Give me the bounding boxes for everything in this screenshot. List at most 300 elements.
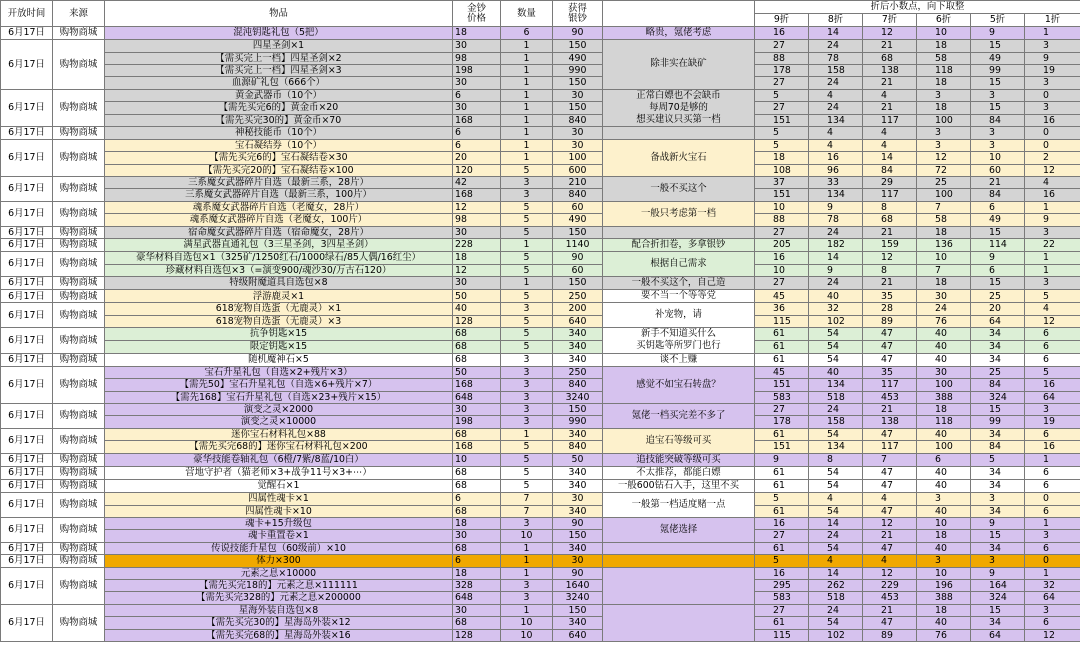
discount-cell: 21 [863, 102, 917, 115]
source-cell: 购物商城 [53, 238, 105, 251]
discount-cell: 68 [863, 214, 917, 226]
item-cell: 抗争钥匙×15 [105, 328, 453, 341]
discount-cell: 89 [863, 629, 917, 641]
table-row [1, 366, 1080, 378]
qty-cell: 1 [501, 40, 553, 52]
date-cell: 6月17日 [1, 555, 53, 567]
table-row [1, 604, 1080, 616]
discount-cell: 583 [755, 391, 809, 403]
price-cell: 30 [453, 226, 501, 238]
price-cell: 30 [453, 604, 501, 616]
silver-cell: 250 [553, 366, 603, 378]
header-silver: 获得 银钞 [553, 1, 603, 27]
discount-cell: 164 [971, 579, 1025, 591]
header-discount: 7折 [863, 14, 917, 27]
discount-cell: 84 [863, 164, 917, 176]
discount-cell: 102 [809, 629, 863, 641]
discount-cell: 324 [971, 592, 1025, 604]
discount-cell: 453 [863, 592, 917, 604]
discount-cell: 3 [1025, 404, 1080, 416]
discount-cell: 3 [971, 493, 1025, 505]
item-cell: 宝石凝结券（10个） [105, 139, 453, 151]
item-cell: 三系魔女武器碎片自选（最新三系，28片） [105, 177, 453, 189]
discount-cell: 115 [755, 315, 809, 327]
price-cell: 68 [453, 480, 501, 493]
discount-cell: 88 [755, 52, 809, 64]
discount-cell: 9 [809, 201, 863, 213]
qty-cell: 5 [501, 264, 553, 276]
qty-cell: 3 [501, 592, 553, 604]
note-cell: 备战新火宝石 [603, 139, 755, 176]
note-cell: 一般600钻石入手，这里不买 [603, 480, 755, 493]
silver-cell: 340 [553, 328, 603, 341]
discount-cell: 54 [809, 505, 863, 517]
qty-cell: 5 [501, 290, 553, 303]
discount-cell: 8 [863, 201, 917, 213]
discount-cell: 7 [917, 264, 971, 276]
discount-cell: 4 [1025, 303, 1080, 315]
discount-cell: 24 [809, 77, 863, 89]
discount-cell: 6 [1025, 542, 1080, 554]
discount-cell: 76 [917, 315, 971, 327]
discount-cell: 7 [917, 201, 971, 213]
table-row [1, 480, 1080, 493]
note-cell [603, 226, 755, 238]
discount-cell: 16 [809, 152, 863, 164]
item-cell: 四属性魂卡×1 [105, 493, 453, 505]
discount-cell: 9 [1025, 214, 1080, 226]
discount-cell: 12 [1025, 315, 1080, 327]
date-cell: 6月17日 [1, 366, 53, 403]
discount-cell: 60 [971, 164, 1025, 176]
discount-cell: 3 [971, 89, 1025, 102]
discount-cell: 1 [1025, 567, 1080, 579]
table-row [1, 379, 1080, 391]
table-row [1, 441, 1080, 453]
qty-cell: 3 [501, 518, 553, 530]
note-cell: 正常白嫖也不会缺币 每周70是够的 想买建议只买第一档 [603, 89, 755, 127]
discount-cell: 21 [863, 40, 917, 52]
source-cell: 购物商城 [53, 303, 105, 328]
table-row [1, 152, 1080, 164]
price-cell: 12 [453, 264, 501, 276]
silver-cell: 150 [553, 404, 603, 416]
table-row [1, 164, 1080, 176]
header-discount: 9折 [755, 14, 809, 27]
discount-cell: 61 [755, 617, 809, 629]
qty-cell: 5 [501, 453, 553, 466]
discount-cell: 3 [1025, 276, 1080, 289]
header-source: 来源 [53, 1, 105, 27]
source-cell: 购物商城 [53, 252, 105, 277]
discount-cell: 2 [1025, 152, 1080, 164]
discount-cell: 178 [755, 416, 809, 428]
silver-cell: 30 [553, 127, 603, 139]
qty-cell: 10 [501, 530, 553, 542]
silver-cell: 30 [553, 555, 603, 567]
qty-cell: 1 [501, 114, 553, 127]
note-cell: 补宠物，请 [603, 303, 755, 328]
discount-cell: 27 [755, 404, 809, 416]
discount-cell: 21 [863, 226, 917, 238]
discount-cell: 54 [809, 340, 863, 353]
discount-cell: 32 [1025, 579, 1080, 591]
item-cell: 宝石升星礼包（自选×2+残片×3） [105, 366, 453, 378]
discount-cell: 34 [971, 617, 1025, 629]
discount-cell: 1 [1025, 518, 1080, 530]
qty-cell: 6 [501, 27, 553, 40]
price-cell: 128 [453, 315, 501, 327]
date-cell: 6月17日 [1, 480, 53, 493]
discount-cell: 6 [1025, 466, 1080, 479]
qty-cell: 3 [501, 404, 553, 416]
date-cell: 6月17日 [1, 604, 53, 641]
note-cell [603, 127, 755, 139]
item-cell: 魂系魔女武器碎片自选（老魔女，100片） [105, 214, 453, 226]
silver-cell: 200 [553, 303, 603, 315]
discount-cell: 16 [755, 518, 809, 530]
discount-cell: 16 [1025, 379, 1080, 391]
discount-cell: 40 [917, 340, 971, 353]
discount-cell: 18 [917, 404, 971, 416]
silver-cell: 640 [553, 315, 603, 327]
discount-cell: 12 [863, 518, 917, 530]
discount-cell: 118 [917, 65, 971, 77]
price-cell: 42 [453, 177, 501, 189]
discount-cell: 24 [809, 226, 863, 238]
discount-cell: 4 [809, 127, 863, 139]
discount-cell: 84 [971, 441, 1025, 453]
discount-cell: 453 [863, 391, 917, 403]
discount-cell: 134 [809, 379, 863, 391]
discount-cell: 16 [755, 252, 809, 264]
silver-cell: 840 [553, 441, 603, 453]
item-cell: 满星武器直通礼包（3三星圣剑，3四星圣剑） [105, 238, 453, 251]
silver-cell: 90 [553, 27, 603, 40]
discount-cell: 136 [917, 238, 971, 251]
item-cell: 宿命魔女武器碎片自选（宿命魔女，28片） [105, 226, 453, 238]
discount-cell: 27 [755, 102, 809, 115]
discount-cell: 10 [917, 567, 971, 579]
item-cell: 随机魔神石×5 [105, 353, 453, 366]
item-cell: 【需先买完20的】宝石凝结卷×100 [105, 164, 453, 176]
qty-cell: 3 [501, 189, 553, 201]
discount-cell: 14 [809, 518, 863, 530]
discount-cell: 9 [971, 27, 1025, 40]
table-row [1, 127, 1080, 139]
discount-cell: 10 [917, 252, 971, 264]
discount-cell: 8 [809, 453, 863, 466]
discount-cell: 40 [917, 328, 971, 341]
discount-cell: 36 [755, 303, 809, 315]
qty-cell: 1 [501, 102, 553, 115]
discount-cell: 9 [971, 567, 1025, 579]
discount-cell: 35 [863, 366, 917, 378]
discount-cell: 99 [971, 416, 1025, 428]
price-cell: 328 [453, 579, 501, 591]
silver-cell: 340 [553, 428, 603, 440]
note-cell [603, 555, 755, 567]
discount-cell: 14 [809, 567, 863, 579]
price-cell: 18 [453, 567, 501, 579]
date-cell: 6月17日 [1, 428, 53, 453]
qty-cell: 5 [501, 252, 553, 264]
discount-cell: 9 [971, 252, 1025, 264]
note-cell: 追技能突破等级可买 [603, 453, 755, 466]
table-row [1, 629, 1080, 641]
qty-cell: 1 [501, 276, 553, 289]
discount-cell: 3 [917, 493, 971, 505]
discount-cell: 58 [917, 52, 971, 64]
note-cell: 配合折扣卷，多拿银钞 [603, 238, 755, 251]
silver-cell: 150 [553, 530, 603, 542]
price-cell: 20 [453, 152, 501, 164]
note-cell: 氪佬一档买完差不多了 [603, 404, 755, 429]
silver-cell: 340 [553, 505, 603, 517]
discount-cell: 5 [755, 555, 809, 567]
qty-cell: 3 [501, 579, 553, 591]
discount-cell: 196 [917, 579, 971, 591]
discount-cell: 4 [809, 493, 863, 505]
discount-cell: 138 [863, 416, 917, 428]
discount-cell: 24 [809, 604, 863, 616]
source-cell: 购物商城 [53, 290, 105, 303]
discount-cell: 49 [971, 214, 1025, 226]
discount-cell: 34 [971, 353, 1025, 366]
discount-cell: 5 [1025, 290, 1080, 303]
discount-cell: 25 [971, 290, 1025, 303]
source-cell: 购物商城 [53, 226, 105, 238]
discount-cell: 3 [917, 89, 971, 102]
table-row [1, 340, 1080, 353]
table-row [1, 416, 1080, 428]
discount-cell: 61 [755, 328, 809, 341]
discount-cell: 54 [809, 466, 863, 479]
note-cell: 不太推荐，都能白嫖 [603, 466, 755, 479]
discount-cell: 12 [917, 152, 971, 164]
discount-cell: 1 [1025, 252, 1080, 264]
qty-cell: 7 [501, 493, 553, 505]
discount-cell: 4 [863, 127, 917, 139]
date-cell: 6月17日 [1, 89, 53, 127]
discount-cell: 18 [917, 276, 971, 289]
qty-cell: 1 [501, 65, 553, 77]
source-cell: 购物商城 [53, 328, 105, 353]
price-cell: 128 [453, 629, 501, 641]
price-cell: 6 [453, 555, 501, 567]
discount-cell: 12 [863, 252, 917, 264]
qty-cell: 7 [501, 505, 553, 517]
discount-cell: 34 [971, 428, 1025, 440]
price-cell: 30 [453, 276, 501, 289]
discount-cell: 12 [1025, 629, 1080, 641]
qty-cell: 5 [501, 340, 553, 353]
discount-cell: 262 [809, 579, 863, 591]
discount-cell: 78 [809, 52, 863, 64]
item-cell: 迷你宝石材料礼包×88 [105, 428, 453, 440]
silver-cell: 490 [553, 52, 603, 64]
discount-cell: 16 [1025, 441, 1080, 453]
silver-cell: 210 [553, 177, 603, 189]
qty-cell: 3 [501, 416, 553, 428]
silver-cell: 340 [553, 340, 603, 353]
table-row [1, 264, 1080, 276]
discount-cell: 12 [863, 567, 917, 579]
qty-cell: 10 [501, 629, 553, 641]
source-cell: 购物商城 [53, 518, 105, 543]
discount-cell: 3 [917, 555, 971, 567]
discount-cell: 14 [809, 27, 863, 40]
discount-cell: 88 [755, 214, 809, 226]
discount-cell: 27 [755, 226, 809, 238]
discount-cell: 18 [917, 604, 971, 616]
source-cell: 购物商城 [53, 453, 105, 466]
price-cell: 50 [453, 290, 501, 303]
qty-cell: 5 [501, 214, 553, 226]
date-cell: 6月17日 [1, 226, 53, 238]
silver-cell: 250 [553, 290, 603, 303]
qty-cell: 5 [501, 315, 553, 327]
discount-cell: 40 [917, 466, 971, 479]
note-cell: 感觉不如宝石转盘？ [603, 366, 755, 403]
item-cell: 【需先买完68的】迷你宝石材料礼包×200 [105, 441, 453, 453]
price-cell: 198 [453, 65, 501, 77]
discount-cell: 18 [917, 40, 971, 52]
discount-cell: 61 [755, 466, 809, 479]
date-cell: 6月17日 [1, 453, 53, 466]
discount-cell: 100 [917, 189, 971, 201]
price-cell: 6 [453, 493, 501, 505]
item-cell: 演变之灵×10000 [105, 416, 453, 428]
discount-cell: 10 [755, 201, 809, 213]
note-cell: 氪佬选择 [603, 518, 755, 543]
table-row [1, 226, 1080, 238]
table-row [1, 592, 1080, 604]
qty-cell: 10 [501, 617, 553, 629]
discount-cell: 15 [971, 40, 1025, 52]
silver-cell: 990 [553, 416, 603, 428]
qty-cell: 1 [501, 238, 553, 251]
silver-cell: 600 [553, 164, 603, 176]
item-cell: 【需买完上一档】四星圣剑×2 [105, 52, 453, 64]
discount-cell: 4 [809, 89, 863, 102]
discount-cell: 25 [971, 366, 1025, 378]
note-cell: 一般第一档适度赌一点 [603, 493, 755, 518]
silver-cell: 150 [553, 604, 603, 616]
discount-cell: 40 [917, 353, 971, 366]
silver-cell: 150 [553, 40, 603, 52]
item-cell: 三系魔女武器碎片自选（最新三系，100片） [105, 189, 453, 201]
price-cell: 98 [453, 52, 501, 64]
qty-cell: 3 [501, 303, 553, 315]
table-row [1, 290, 1080, 303]
price-cell: 30 [453, 77, 501, 89]
discount-cell: 229 [863, 579, 917, 591]
silver-cell: 150 [553, 77, 603, 89]
discount-cell: 583 [755, 592, 809, 604]
header-note [603, 1, 755, 27]
item-cell: 限定钥匙×15 [105, 340, 453, 353]
price-cell: 98 [453, 214, 501, 226]
discount-cell: 21 [971, 177, 1025, 189]
discount-cell: 34 [971, 466, 1025, 479]
discount-cell: 61 [755, 353, 809, 366]
discount-cell: 6 [1025, 428, 1080, 440]
qty-cell: 1 [501, 127, 553, 139]
date-cell: 6月17日 [1, 290, 53, 303]
date-cell: 6月17日 [1, 276, 53, 289]
discount-cell: 0 [1025, 555, 1080, 567]
discount-cell: 9 [755, 453, 809, 466]
item-cell: 四星圣剑×1 [105, 40, 453, 52]
discount-cell: 32 [809, 303, 863, 315]
silver-cell: 60 [553, 201, 603, 213]
silver-cell: 50 [553, 453, 603, 466]
discount-cell: 54 [809, 617, 863, 629]
note-cell [603, 542, 755, 554]
source-cell: 购物商城 [53, 567, 105, 604]
discount-cell: 6 [1025, 353, 1080, 366]
discount-cell: 15 [971, 604, 1025, 616]
discount-cell: 0 [1025, 139, 1080, 151]
discount-cell: 4 [863, 493, 917, 505]
discount-cell: 24 [809, 530, 863, 542]
item-cell: 魂卡重置卷×1 [105, 530, 453, 542]
qty-cell: 1 [501, 428, 553, 440]
item-cell: 神秘技能币（10个） [105, 127, 453, 139]
date-cell: 6月17日 [1, 303, 53, 328]
discount-cell: 47 [863, 353, 917, 366]
discount-cell: 159 [863, 238, 917, 251]
discount-cell: 10 [755, 264, 809, 276]
discount-cell: 10 [917, 27, 971, 40]
discount-cell: 3 [1025, 530, 1080, 542]
discount-cell: 18 [755, 152, 809, 164]
discount-cell: 6 [1025, 480, 1080, 493]
discount-cell: 6 [971, 201, 1025, 213]
discount-cell: 21 [863, 77, 917, 89]
header-discount: 6折 [917, 14, 971, 27]
source-cell: 购物商城 [53, 428, 105, 453]
discount-cell: 27 [755, 604, 809, 616]
table-row [1, 201, 1080, 213]
discount-cell: 0 [1025, 89, 1080, 102]
discount-cell: 4 [809, 139, 863, 151]
discount-cell: 47 [863, 480, 917, 493]
source-cell: 购物商城 [53, 127, 105, 139]
discount-cell: 114 [971, 238, 1025, 251]
price-cell: 120 [453, 164, 501, 176]
price-cell: 68 [453, 328, 501, 341]
discount-cell: 6 [1025, 617, 1080, 629]
discount-cell: 158 [809, 416, 863, 428]
discount-cell: 10 [917, 518, 971, 530]
discount-cell: 134 [809, 189, 863, 201]
source-cell: 购物商城 [53, 466, 105, 479]
silver-cell: 340 [553, 353, 603, 366]
date-cell: 6月17日 [1, 40, 53, 90]
discount-cell: 151 [755, 441, 809, 453]
source-cell: 购物商城 [53, 366, 105, 403]
table-row [1, 518, 1080, 530]
date-cell: 6月17日 [1, 27, 53, 40]
qty-cell: 1 [501, 89, 553, 102]
discount-cell: 61 [755, 505, 809, 517]
item-cell: 浮游鹿灵×1 [105, 290, 453, 303]
note-cell: 一般只考虑第一档 [603, 201, 755, 226]
discount-cell: 54 [809, 480, 863, 493]
discount-cell: 33 [809, 177, 863, 189]
